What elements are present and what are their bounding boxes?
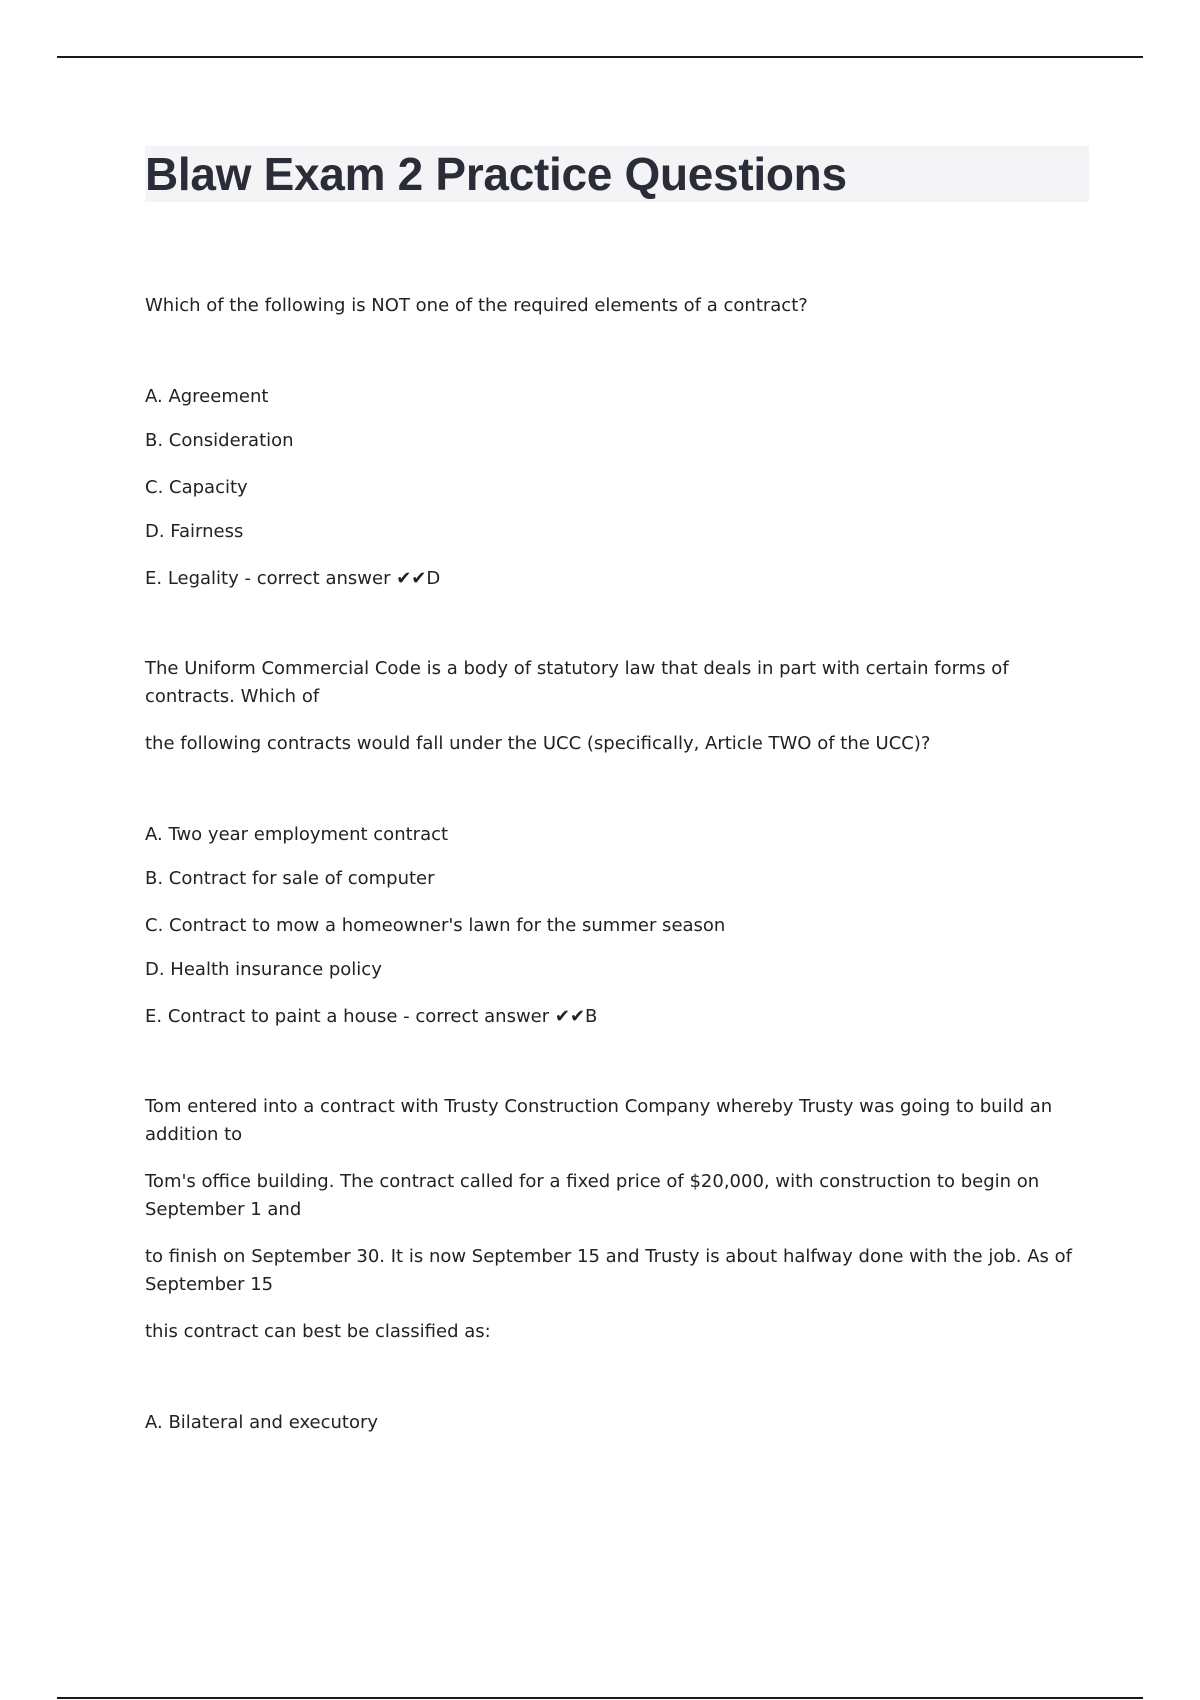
question-3-stem-2: Tom's office building. The contract called for a fixed price of $20,000, with construction to begin on September 1 and [145,1171,1040,1220]
question-2-stem-2: the following contracts would fall under the UCC (specifically, Article TWO of the UCC)? [145,733,931,754]
question-3-stem-3: to finish on September 30. It is now September 15 and Trusty is about halfway done with the job. As of September 15 [145,1246,1072,1295]
question-3-stem-4: this contract can best be classified as: [145,1321,491,1342]
title-banner [145,146,1089,202]
question-3-option-a: A. Bilateral and executory [145,1412,379,1433]
question-1-option-a: A. Agreement [145,386,269,407]
question-2-stem-1: The Uniform Commercial Code is a body of statutory law that deals in part with certain forms of contracts. Which of [145,658,1009,707]
question-2-option-e: E. Contract to paint a house - correct answer ✔✔B [145,1006,598,1027]
question-2-option-b: B. Contract for sale of computer [145,868,435,889]
question-2-option-c: C. Contract to mow a homeowner's lawn for the summer season [145,915,726,936]
document-title: Blaw Exam 2 Practice Questions [145,148,847,200]
question-2-option-d: D. Health insurance policy [145,959,382,980]
question-1-option-d: D. Fairness [145,521,244,542]
question-1-stem: Which of the following is NOT one of the required elements of a contract? [145,295,808,316]
question-1-option-b: B. Consideration [145,430,294,451]
question-3-stem-1: Tom entered into a contract with Trusty Construction Company whereby Trusty was going to build an addition to [145,1096,1053,1145]
top-rule [57,56,1143,58]
question-1-option-c: C. Capacity [145,477,248,498]
question-2-option-a: A. Two year employment contract [145,824,449,845]
question-1-option-e: E. Legality - correct answer ✔✔D [145,568,441,589]
bottom-rule [57,1697,1143,1699]
